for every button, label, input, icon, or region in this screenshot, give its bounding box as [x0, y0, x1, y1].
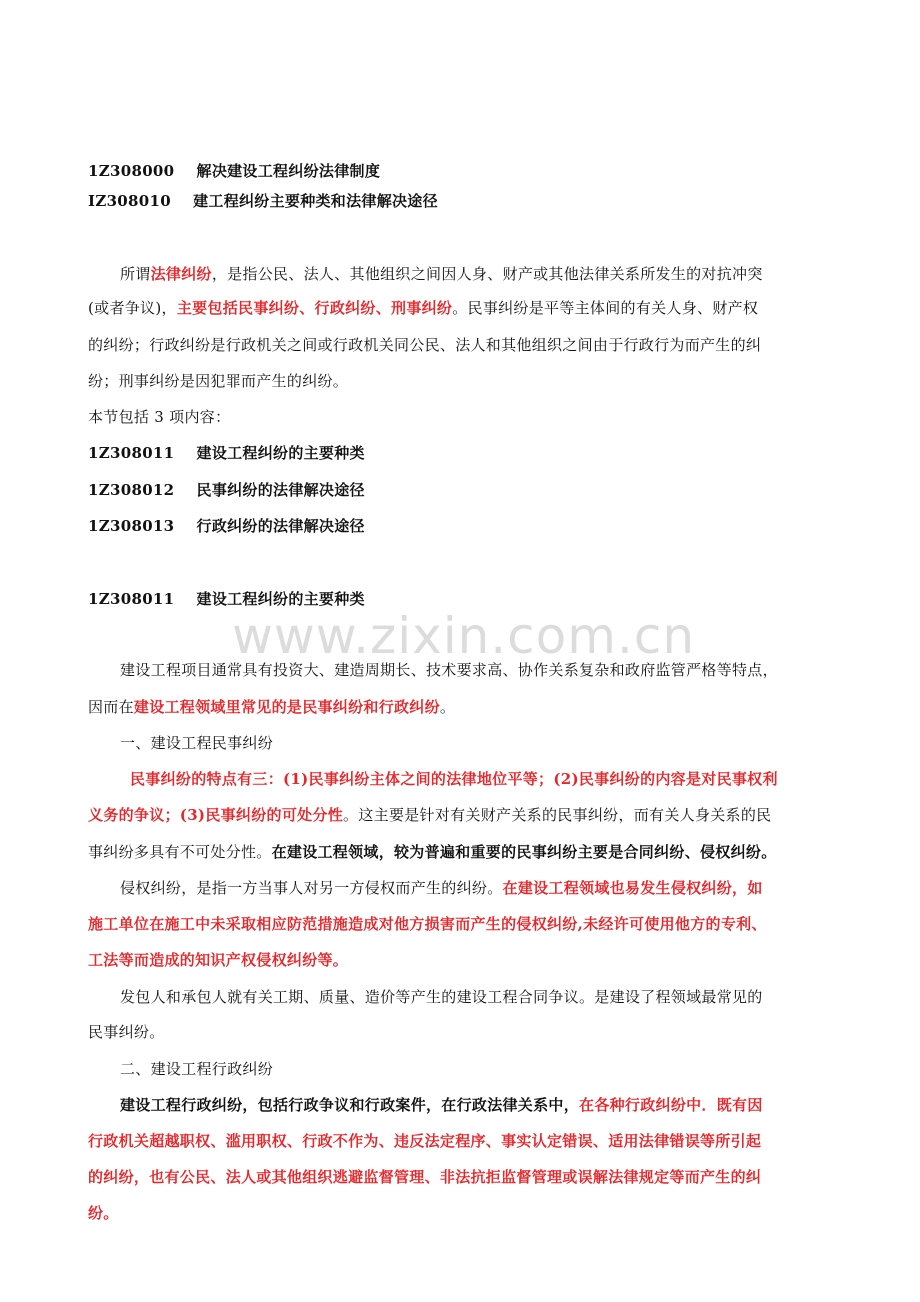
p1-highlight: 建设工程领域里常见的是民事纠纷和行政纠纷: [133, 698, 440, 716]
intro-highlight: 主要包括民事纠纷、行政纠纷、刑事纠纷: [176, 299, 453, 317]
toc-item-title: 民事纠纷的法律解决途径: [196, 481, 365, 499]
p1-text: 因而在: [88, 698, 134, 716]
p3-highlight: 在建设工程领域也易发生侵权纠纷，如: [502, 879, 763, 897]
intro-line-3: 的纠纷；行政纠纷是行政机关之间或行政机关同公民、法人和其他组织之间由于行政行为而产生的纠: [88, 336, 762, 354]
p5-line-2: 行政机关超越职权、滥用职权、行政不作为、违反法定程序、事实认定错误、适用法律错误等所引起: [88, 1132, 762, 1150]
heading-code-2: IZ308010: [88, 192, 171, 210]
p3-line-1: [120, 878, 880, 898]
p4-line-2: 民事纠纷。: [88, 1023, 165, 1041]
intro-highlight: 法律纠纷: [150, 265, 212, 283]
intro-line-4: 纷；刑事纠纷是因犯罪而产生的纠纷。: [88, 372, 349, 390]
p1-line-1: 建设工程项目通常具有投资大、建造周期长、技术要求高、协作关系复杂和政府监管严格等特点，: [120, 661, 778, 679]
p2-line-1: 民事纠纷的特点有三：(1)民事纠纷主体之间的法律地位平等；(2)民事纠纷的内容是对民事权利: [130, 770, 778, 788]
p2-text: 事纠纷多具有不可处分性。: [88, 843, 272, 861]
section-heading: [88, 589, 848, 609]
p2-bold: 在建设工程领域，较为普遍和重要的民事纠纷主要是合同纠纷、侵权纠纷。: [271, 843, 777, 861]
heading-code-1: 1Z308000: [88, 162, 175, 180]
heading-title-1: 解决建设工程纠纷法律制度: [196, 162, 381, 180]
toc-item-code: 1Z308013: [88, 517, 175, 535]
p5-highlight: 在各种行政纠纷中．既有因: [579, 1096, 763, 1114]
p5-line-1: [120, 1095, 880, 1115]
toc-item: [88, 480, 848, 500]
p5-line-4: 纷。: [88, 1204, 119, 1222]
heading-title-2: 建工程纠纷主要种类和法律解决途径: [193, 192, 438, 210]
p4-line-1: 发包人和承包人就有关工期、质量、造价等产生的建设工程合同争议。是建设了程领域最常见的: [120, 988, 763, 1006]
intro-text: (或者争议)，: [88, 299, 177, 317]
toc-item: [88, 443, 848, 463]
intro-text: 所谓: [120, 265, 151, 283]
p3-text: 侵权纠纷，是指一方当事人对另一方侵权而产生的纠纷。: [120, 879, 503, 897]
toc-intro: 本节包括 3 项内容：: [88, 408, 231, 426]
p5-bold: 建设工程行政纠纷，包括行政争议和行政案件，在行政法律关系中，: [120, 1096, 580, 1114]
p2-line-3: [88, 842, 848, 862]
toc-item: [88, 516, 848, 536]
p1-line-2: [88, 697, 848, 717]
section-code: 1Z308011: [88, 590, 175, 608]
section-title: 建设工程纠纷的主要种类: [196, 590, 365, 608]
p2-text: 。这主要是针对有关财产关系的民事纠纷，而有关人身关系的民: [343, 806, 772, 824]
intro-text: 。民事纠纷是平等主体间的有关人身、财产权: [452, 299, 759, 317]
intro-line-2: [88, 298, 848, 318]
toc-item-code: 1Z308012: [88, 481, 175, 499]
subheading-civil: 一、建设工程民事纠纷: [120, 734, 274, 752]
p2-highlight: 义务的争议；(3)民事纠纷的可处分性: [88, 806, 344, 824]
p2-line-2: [88, 805, 848, 825]
p3-line-3: 工法等而造成的知识产权侵权纠纷等。: [88, 951, 349, 969]
toc-item-title: 行政纠纷的法律解决途径: [196, 517, 365, 535]
heading-line-2: [88, 191, 848, 211]
heading-line-1: [88, 161, 848, 181]
p3-line-2: 施工单位在施工中未采取相应防范措施造成对他方损害而产生的侵权纠纷,未经许可使用他方的专利、: [88, 915, 767, 933]
watermark: www.zixin.com.cn: [232, 607, 696, 665]
toc-item-title: 建设工程纠纷的主要种类: [196, 444, 365, 462]
intro-text: ，是指公民、法人、其他组织之间因人身、财产或其他法律关系所发生的对抗冲突: [211, 265, 763, 283]
intro-line-1: [120, 264, 880, 284]
p5-line-3: 的纠纷，也有公民、法人或其他组织逃避监督管理、非法抗拒监督管理或误解法律规定等而产生的纠: [88, 1168, 762, 1186]
toc-item-code: 1Z308011: [88, 444, 175, 462]
p1-text: 。: [439, 698, 456, 716]
subheading-admin: 二、建设工程行政纠纷: [120, 1060, 274, 1078]
